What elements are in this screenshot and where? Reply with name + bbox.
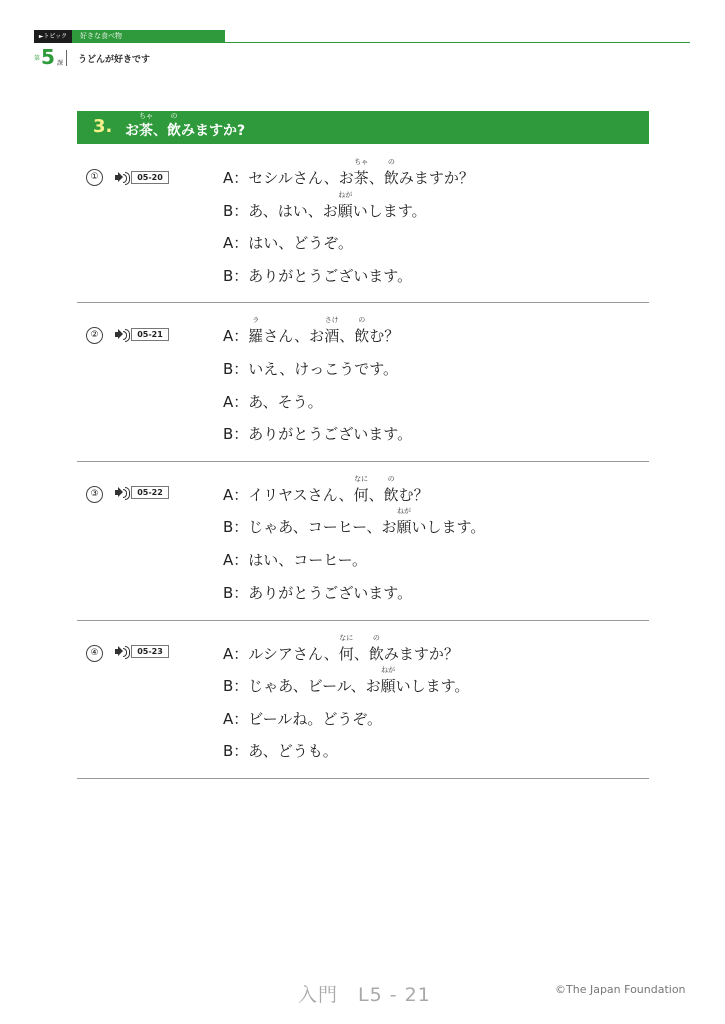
- track-number: 05-23: [131, 645, 169, 658]
- dialogue-line: [223, 634, 459, 664]
- ruby-text: ねが: [338, 191, 353, 199]
- ruby-text: の: [387, 158, 395, 166]
- dialogue-line: A：はい、コーヒー。: [223, 551, 368, 569]
- dialogue-line: [223, 666, 470, 696]
- ruby-word: [338, 634, 354, 664]
- ruby-text: の: [387, 475, 395, 483]
- line-text: 、: [353, 645, 369, 663]
- line-text: いします。: [395, 677, 470, 695]
- track-number: 05-20: [131, 171, 169, 184]
- copyright: ©The Japan Foundation: [555, 983, 686, 996]
- ruby-word: [354, 316, 370, 346]
- ruby-text: の: [358, 316, 366, 324]
- speaker-icon: [115, 487, 129, 498]
- dialogue-line: [223, 507, 486, 537]
- line-text: いします。: [411, 518, 486, 536]
- dialogue-line: B：いえ、けっこうです。: [223, 360, 398, 378]
- ruby-word: [396, 507, 412, 537]
- divider: [77, 778, 649, 779]
- lesson-number: 5: [41, 45, 55, 69]
- dialogue-line: [223, 475, 429, 505]
- track-number: 05-22: [131, 486, 169, 499]
- topic-tag: ►トピック: [34, 30, 72, 43]
- ruby-word: [248, 316, 264, 346]
- line-text: む？: [369, 327, 400, 345]
- speaker-icon: [115, 172, 129, 183]
- section-title-part: お: [125, 123, 139, 139]
- speaker-icon: [115, 646, 129, 657]
- topic-name: 好きな食べ物: [72, 30, 225, 43]
- ruby-base: 飲: [354, 327, 370, 345]
- dialogue-line: [223, 158, 474, 188]
- dialogue-line: B：ありがとうございます。: [223, 267, 413, 285]
- ruby-word: [167, 112, 181, 140]
- dialogue-line: A：ビールね。どうぞ。: [223, 710, 383, 728]
- ruby-word: [368, 634, 384, 664]
- lesson-suffix: 課: [57, 60, 64, 67]
- divider: [77, 302, 649, 303]
- page-label: 入門 L5 - 21: [298, 984, 431, 1006]
- ruby-word: [337, 191, 353, 221]
- line-text: B：じゃあ、コーヒー、お: [223, 518, 397, 536]
- ruby-word: [380, 666, 396, 696]
- dialogue-number: ③: [86, 486, 103, 503]
- line-text: A：: [223, 327, 249, 345]
- ruby-base: 飲: [383, 486, 399, 504]
- lesson-divider: [66, 50, 67, 66]
- ruby-text: ラ: [252, 316, 260, 324]
- ruby-base: 飲: [383, 169, 399, 187]
- ruby-base: 飲: [167, 123, 181, 139]
- section-number: 3.: [93, 116, 113, 137]
- line-text: 、: [368, 169, 384, 187]
- lesson-prefix: 第: [34, 55, 41, 62]
- line-text: B：あ、はい、お: [223, 202, 338, 220]
- ruby-text: の: [372, 634, 380, 642]
- ruby-base: 何: [338, 645, 354, 663]
- section-banner: [77, 111, 649, 144]
- dialogue-line: [223, 191, 427, 221]
- section-title: [125, 112, 246, 140]
- dialogue-line: B：ありがとうございます。: [223, 584, 413, 602]
- dialogue-line: B：あ、どうも。: [223, 742, 338, 760]
- track-number: 05-21: [131, 328, 169, 341]
- ruby-word: [139, 112, 153, 140]
- line-text: B：じゃあ、ビール、お: [223, 677, 381, 695]
- ruby-text: ねが: [397, 507, 411, 515]
- line-text: みますか？: [398, 169, 474, 187]
- ruby-base: 願: [396, 518, 412, 536]
- section-title-part: 、: [153, 123, 167, 139]
- ruby-text: ちゃ: [354, 158, 369, 166]
- ruby-word: [324, 316, 340, 346]
- ruby-base: 茶: [353, 169, 369, 187]
- ruby-text: ねが: [381, 666, 396, 674]
- line-text: さん、お: [263, 327, 325, 345]
- divider: [77, 620, 649, 621]
- line-text: いします。: [352, 202, 427, 220]
- ruby-base: 羅: [248, 327, 264, 345]
- dialogue-line: B：ありがとうございます。: [223, 425, 413, 443]
- ruby-word: [383, 475, 399, 505]
- line-text: 、: [339, 327, 355, 345]
- ruby-text: なに: [339, 634, 354, 642]
- dialogue-line: A：はい、どうぞ。: [223, 234, 353, 252]
- ruby-text: なに: [354, 475, 369, 483]
- line-text: む？: [398, 486, 429, 504]
- header-rule: [72, 42, 690, 43]
- ruby-word: [383, 158, 399, 188]
- ruby-base: 酒: [324, 327, 340, 345]
- dialogue-number: ②: [86, 327, 103, 344]
- ruby-text: さけ: [324, 316, 339, 324]
- dialogue-number: ④: [86, 645, 103, 662]
- line-text: A：イリヤスさん、: [223, 486, 354, 504]
- section-title-part: みますか?: [181, 123, 246, 139]
- ruby-base: 何: [353, 486, 369, 504]
- ruby-word: [353, 475, 369, 505]
- ruby-base: 願: [337, 202, 353, 220]
- ruby-base: 茶: [139, 123, 153, 139]
- line-text: 、: [368, 486, 384, 504]
- dialogue-line: A：あ、そう。: [223, 393, 323, 411]
- dialogue-line: [223, 316, 400, 346]
- ruby-text: ちゃ: [139, 112, 153, 120]
- line-text: A：ルシアさん、: [223, 645, 339, 663]
- ruby-base: 飲: [368, 645, 384, 663]
- lesson-title: うどんが好きです: [78, 55, 151, 65]
- ruby-text: の: [170, 112, 178, 120]
- line-text: みますか？: [383, 645, 459, 663]
- ruby-base: 願: [380, 677, 396, 695]
- line-text: A：セシルさん、お: [223, 169, 354, 187]
- divider: [77, 461, 649, 462]
- dialogue-number: ①: [86, 169, 103, 186]
- ruby-word: [353, 158, 369, 188]
- speaker-icon: [115, 329, 129, 340]
